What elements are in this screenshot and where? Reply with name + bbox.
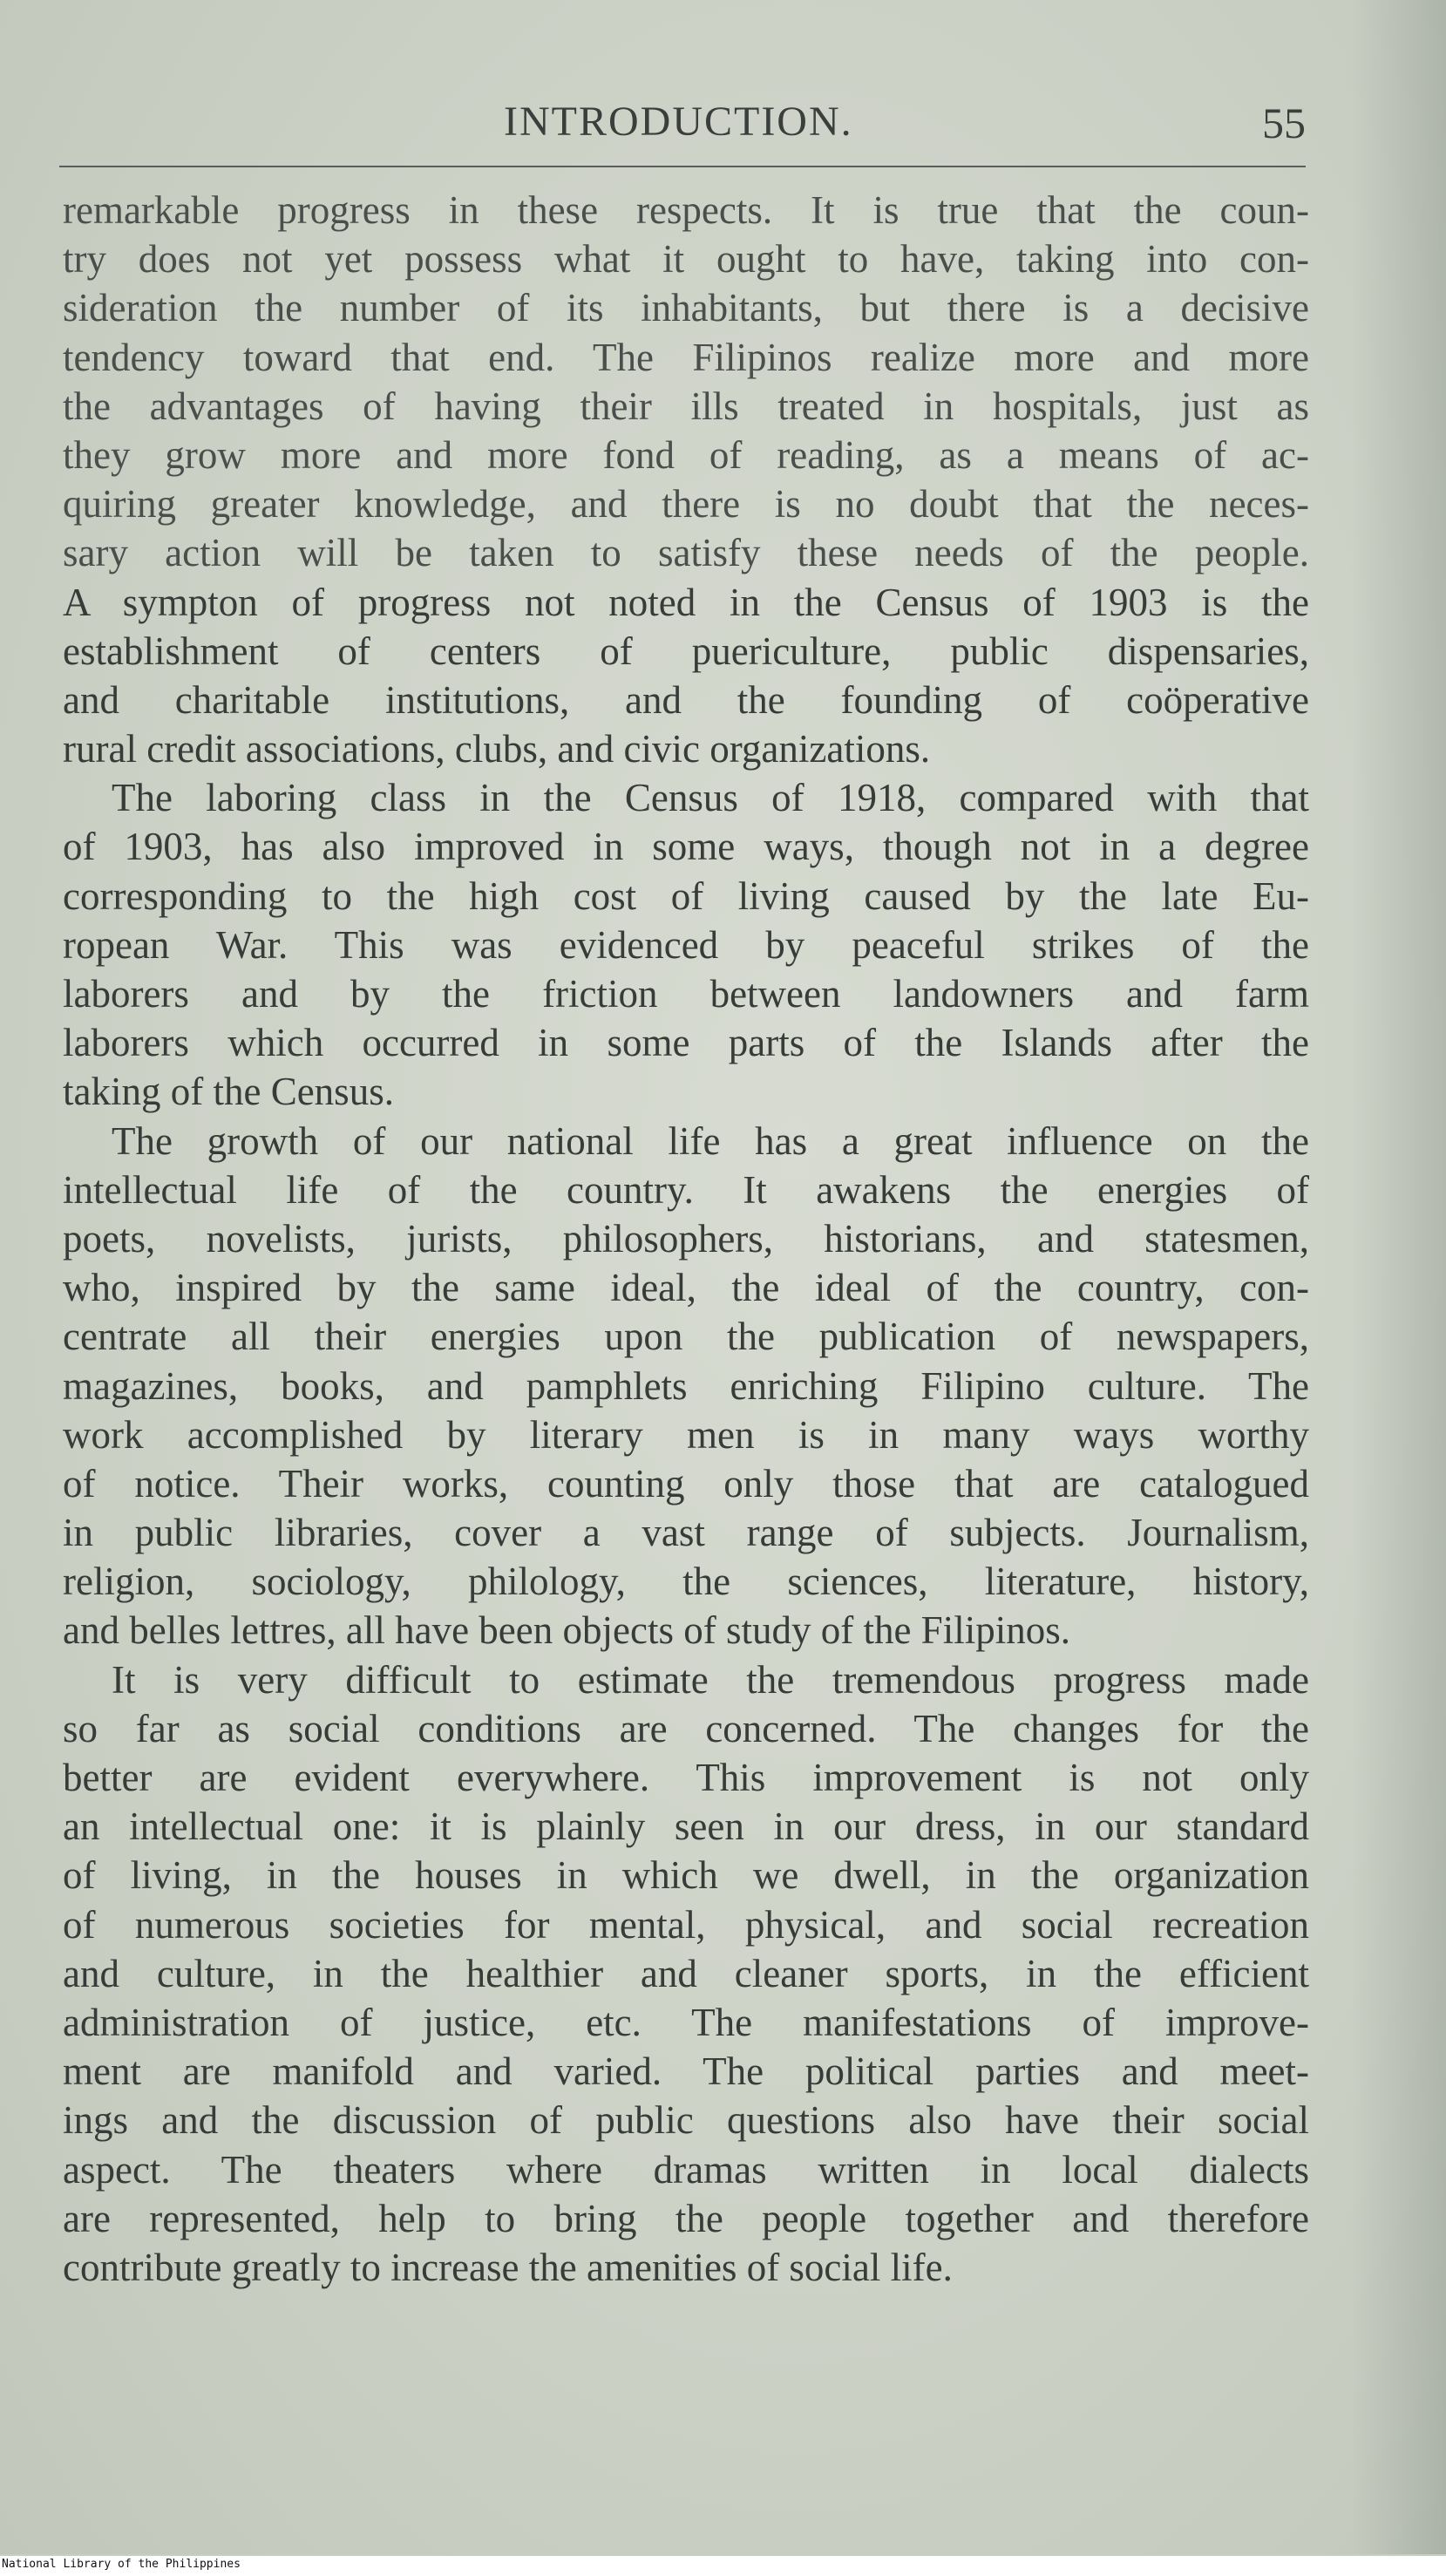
text-line: The laboring class in the Census of 1918, compared with that [112,776,1309,820]
header-rule [59,166,1306,167]
text-line: religion, sociology, philology, the sciences, literature, history, [63,1560,1309,1604]
page-edge-shadow [1350,0,1446,2554]
text-line: taking of the Census. [63,1070,394,1114]
text-line: and belles lettres, all have been objects of study of the Filipinos. [63,1608,1070,1653]
text-line: an intellectual one: it is plainly seen in our dress, in our standard [63,1805,1309,1849]
footer-credit: National Library of the Philippines [2,2558,241,2571]
text-line: and culture, in the healthier and cleaner sports, in the efficient [63,1951,1309,1995]
text-line: rural credit associations, clubs, and civic organizations. [63,727,931,771]
text-line: better are evident everywhere. This improvement is not only [63,1756,1309,1799]
text-line: It is very difficult to estimate the tremendous progress made [112,1657,1309,1702]
text-line: of living, in the houses in which we dwell, in the organization [63,1853,1309,1898]
text-line: magazines, books, and pamphlets enriching Filipino culture. The [63,1363,1309,1408]
text-line: intellectual life of the country. It awakens the energies of [63,1167,1309,1212]
text-line: the advantages of having their ills treated in hospitals, just as [63,384,1309,428]
text-line: in public libraries, cover a vast range of subjects. Journalism, [63,1511,1309,1555]
text-line: quiring greater knowledge, and there is no doubt that the neces- [63,482,1309,527]
text-line: establishment of centers of puericulture, public dispensaries, [63,629,1309,673]
text-line: A sympton of progress not noted in the Census of 1903 is the [63,580,1309,624]
text-line: and charitable institutions, and the founding of coöperative [63,677,1309,722]
text-line: laborers and by the friction between landowners and farm [63,972,1309,1016]
text-line: administration of justice, etc. The manifestations of improve- [63,2000,1309,2044]
body-text [63,186,1309,2292]
text-line: poets, novelists, jurists, philosophers, historians, and statesmen, [63,1216,1309,1261]
text-line: centrate all their energies upon the publication of newspapers, [63,1315,1309,1359]
text-line: work accomplished by literary men is in many ways worthy [63,1412,1309,1457]
text-line: of numerous societies for mental, physical, and social recreation [63,1902,1309,1947]
text-line: ropean War. This was evidenced by peaceful strikes of the [63,922,1309,967]
footer-credit-bar [0,2556,1446,2576]
page-number: 55 [1262,99,1306,147]
text-line: sideration the number of its inhabitants, but there is a decisive [63,286,1309,330]
running-head [59,98,1306,167]
text-line: of notice. Their works, counting only those that are catalogued [63,1461,1309,1505]
text-line: try does not yet possess what it ought to have, taking into con- [63,237,1309,282]
text-line: laborers which occurred in some parts of the Islands after the [63,1021,1309,1065]
text-line: sary action will be taken to satisfy these needs of the people. [63,531,1309,575]
text-line: are represented, help to bring the people together and therefore [63,2196,1309,2240]
text-line: remarkable progress in these respects. It is true that the coun- [63,188,1309,232]
text-line: aspect. The theaters where dramas written in local dialects [63,2147,1309,2192]
text-line: The growth of our national life has a great influence on the [112,1118,1309,1163]
text-line: ment are manifold and varied. The political parties and meet- [63,2049,1309,2094]
text-line: contribute greatly to increase the amenities of social life. [63,2245,953,2289]
header-title: INTRODUCTION. [504,99,853,145]
text-line: they grow more and more fond of reading, as a means of ac- [63,432,1309,477]
text-line: of 1903, has also improved in some ways, though not in a degree [63,825,1309,869]
text-line: who, inspired by the same ideal, the ideal of the country, con- [63,1266,1309,1310]
text-line: ings and the discussion of public questions also have their social [63,2098,1309,2143]
text-line: so far as social conditions are concerned. The changes for the [63,1706,1309,1750]
text-line: corresponding to the high cost of living caused by the late Eu- [63,873,1309,918]
text-line: tendency toward that end. The Filipinos realize more and more [63,335,1309,379]
